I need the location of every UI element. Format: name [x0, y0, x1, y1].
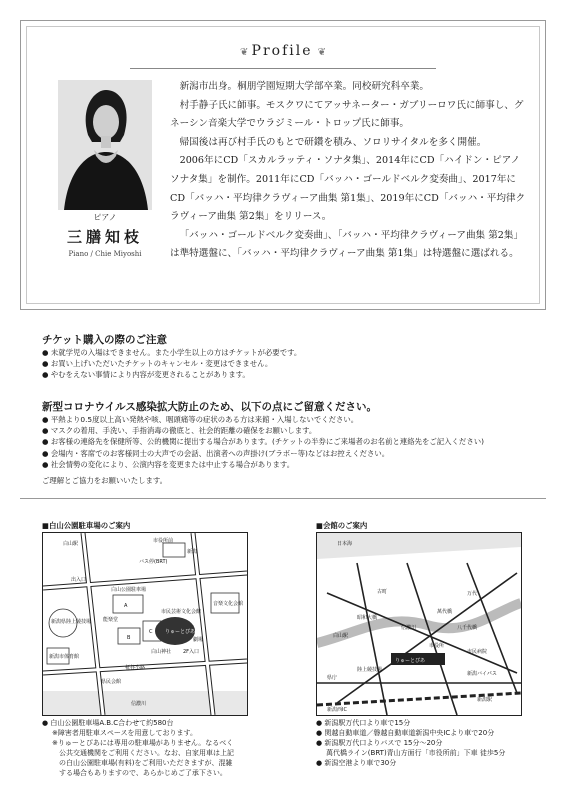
artist-photo	[58, 80, 152, 210]
city-hall-building	[163, 543, 185, 557]
map-label: 市民病院	[467, 649, 488, 655]
venue-access-notes	[316, 718, 505, 768]
list-item: ● 社会情勢の変化により、公演内容を変更または中止する場合があります。	[42, 459, 542, 470]
map-label: 白山駅	[63, 541, 79, 547]
heading-rule	[130, 68, 436, 69]
map-label: 万代	[467, 591, 478, 597]
artist-biography	[170, 78, 526, 264]
map-label: 八千代橋	[457, 625, 478, 631]
map-label: C	[149, 629, 153, 635]
portrait-icon	[58, 80, 152, 210]
note-line: ※りゅーとぴあには専用の駐車場がありません。なるべく	[52, 739, 234, 747]
roads	[317, 563, 521, 715]
map-label: りゅーとぴあ	[395, 658, 426, 664]
bio-paragraph: 2006年にCD「スカルラッティ・ソナタ集」、2014年にCD「ハイドン・ピアノソナタ集」を制作。2011年にCD「バッハ・ゴールドベルク変奏曲」、2017年にCD「バッハ・平均律クラヴィーア曲集 第1集」、2019年にCD「バッハ・平均律クラヴィーア曲集 第2集」をリリース。	[170, 155, 526, 223]
map-label: 古町	[377, 589, 388, 595]
map-label: 日本海	[337, 541, 353, 547]
map-label: B	[127, 635, 131, 641]
map-label: 柾谷小路	[125, 665, 146, 671]
map-label: 市民芸術文化会館	[161, 609, 202, 615]
map-label: 白山神社	[151, 649, 172, 655]
note-line: ● 新潟駅万代口よりバスで 15分～20分	[316, 738, 505, 748]
map-label: 県民会館	[101, 679, 122, 685]
bio-paragraph: 新潟市出身。桐朋学園短期大学部卒業。同校研究科卒業。	[179, 81, 430, 92]
ticket-notice-heading: チケット購入の際のご注意	[42, 334, 168, 346]
bio-paragraph: 「バッハ・ゴールドベルク変奏曲」、「バッハ・平均律クラヴィーア曲集 第2集」は準特選盤に、「バッハ・平均律クラヴィーア曲集 第1集」は特選盤に選ばれる。	[170, 229, 524, 260]
covid-notice-list	[42, 414, 542, 470]
note-line: 公共交通機関をご利用ください。なお、自家用車は上記	[52, 749, 234, 757]
map-label: 新潟	[187, 549, 198, 555]
venue-map	[316, 532, 522, 716]
map-label: 新潟市体育館	[49, 654, 80, 660]
artist-name-english: Piano / Chie Miyoshi	[68, 250, 142, 258]
parking-notes	[42, 718, 234, 778]
ornament-right-icon: ❦	[317, 47, 326, 58]
map-label: A	[124, 603, 128, 609]
map-label: 新潟バイパス	[467, 671, 497, 677]
list-item: ● やむをえない事情により内容が変更されることがあります。	[42, 369, 542, 380]
map-label: りゅーとぴあ	[165, 629, 196, 635]
note-line: ※障害者用駐車スペースを用意しております。	[52, 729, 197, 737]
map-label: 白山駅	[333, 633, 349, 639]
ticket-notice-list	[42, 347, 542, 381]
parking-map	[42, 532, 248, 716]
parking-lot-a	[113, 595, 143, 613]
map-label: 市役所前	[153, 538, 174, 544]
map-label: 音楽文化会館	[213, 601, 244, 607]
note-line: する場合もありますので、あらかじめご了承下さい。	[52, 769, 227, 777]
map-label: 新潟西IC	[327, 707, 347, 713]
profile-heading-wrap	[200, 40, 366, 59]
map-label: 能楽堂	[103, 617, 119, 623]
list-item: ● 会場内・客席でのお客様同士の大声での会話、出演者への声掛け(ブラボー等)などはお控えください。	[42, 448, 542, 459]
map-label: 出入口	[71, 577, 87, 583]
note-line: 萬代橋ライン(BRT)青山方面行「市役所前」下車 徒歩5分	[326, 749, 506, 757]
map-label: 信濃川	[131, 701, 147, 707]
parking-map-heading: ■白山公園駐車場のご案内	[42, 521, 131, 530]
note-line: の白山公園駐車場(有料)をご利用いただきますが、混雑	[52, 759, 233, 767]
list-item: ● お客様の連絡先を保健所等、公的機関に提出する場合があります。(チケットの半券にご来場者のお名前と連絡先をご記入ください)	[42, 436, 542, 447]
artist-name: 三膳知枝	[66, 228, 143, 246]
map-label: 劇場	[193, 637, 204, 643]
map-label: 2F入口	[183, 649, 200, 655]
map-label: 昭和大橋	[357, 615, 378, 621]
list-item: ● 未就学児の入場はできません。また小学生以上の方はチケットが必要です。	[42, 347, 542, 358]
map-label: 白山公園駐車場	[111, 587, 147, 593]
map-label: 信濃川	[401, 625, 417, 631]
map-label: 県庁	[327, 675, 338, 681]
parking-map-drawing	[43, 533, 247, 715]
map-label: 新潟駅	[477, 697, 493, 703]
note-line: ● 新潟空港より車で30分	[316, 758, 505, 768]
covid-notice-heading: 新型コロナウイルス感染拡大防止のため、以下の点にご留意ください。	[42, 401, 377, 413]
map-label: 市役所	[429, 643, 445, 649]
artist-role: ピアノ	[93, 213, 117, 222]
map-label: 陸上競技場	[357, 667, 383, 673]
note-line: ● 白山公園駐車場A.B.C合わせて約580台	[42, 718, 234, 728]
map-label: 新潟県陸上競技場	[51, 619, 92, 625]
bio-paragraph: 帰国後は再び村手氏のもとで研鑽を積み、ソロリサイタルを多く開催。	[179, 136, 487, 148]
venue-map-drawing	[317, 533, 521, 715]
closing-remark: ご理解とご協力をお願いいたします。	[42, 476, 168, 485]
note-line: ● 関越自動車道／磐越自動車道新潟中央ICより車で20分	[316, 728, 505, 738]
list-item: ● マスクの着用、手洗い、手指消毒の徹底と、社会的距離の確保をお願いします。	[42, 425, 542, 436]
list-item: ● お買い上げいただいたチケットのキャンセル・変更はできません。	[42, 358, 542, 369]
map-label: 萬代橋	[437, 609, 453, 615]
map-label: バス停(BRT)	[139, 559, 168, 565]
profile-heading: Profile	[251, 43, 313, 59]
ornament-left-icon: ❦	[239, 47, 252, 58]
bio-paragraph: 村手静子氏に師事。モスクワにてアッサネーター・ガブリーロワ氏に師事し、グネーシン音楽大学でウラジミール・トロップ氏に師事。	[170, 99, 524, 130]
note-line: ● 新潟駅万代口より車で15分	[316, 718, 505, 728]
list-item: ● 平熱より0.5度以上高い発熱や咳、咽頭痛等の症状のある方は来館・入場しないでください。	[42, 414, 542, 425]
section-divider	[20, 498, 546, 499]
venue-map-heading: ■会館のご案内	[316, 521, 368, 530]
